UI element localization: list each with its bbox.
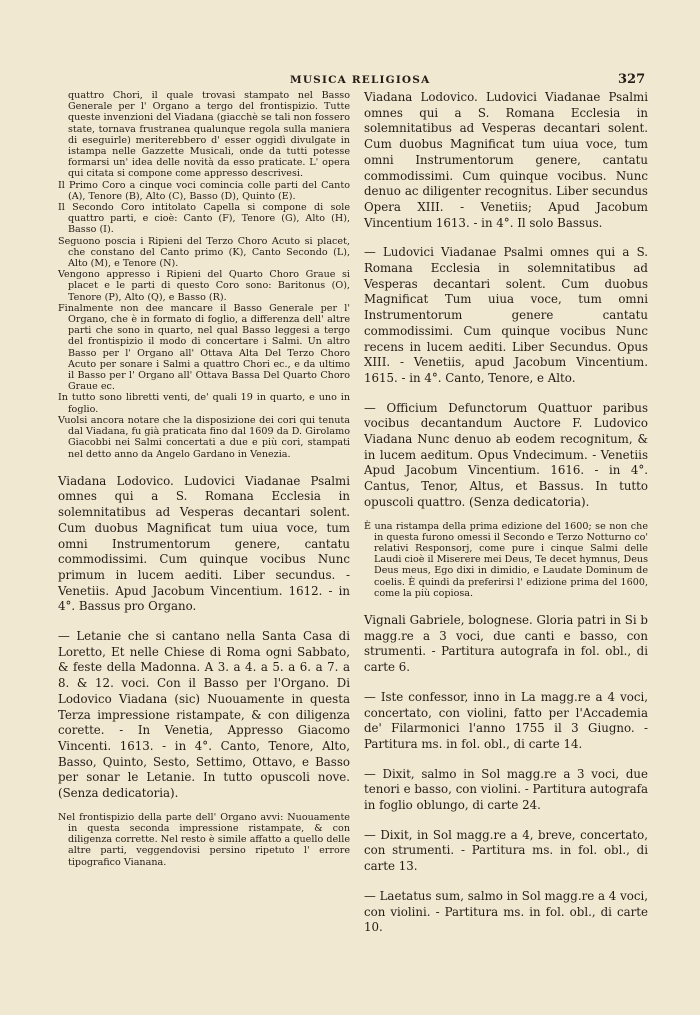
note-paragraph: Finalmente non dee mancare il Basso Generale per l' Organo, che è in formato di foglio, a differenza dell' altre parti che sono in quarto, nel qual Basso leggesi a tergo del frontispizio il modo di concertare i Salmi. Un altro Basso per l' Organo all' Ottava Alta Del Terzo Choro Acuto per sonare i Salmi a quattro Chori ec., e da ultimo il Basso per l' Organo all' Ottava Bassa Del Quarto Choro Graue ec.	[58, 302, 350, 393]
catalog-entry: Viadana Lodovico. Ludovici Viadanae Psalmi omnes qui a S. Romana Ecclesia in solemnitatibus ad Vesperas decantari solent. Cum duobus Magnificat tum uiua voce, tum omni Instrumentorum genere, cantatu commodissimi. Cum quinque vocibus Nunc primum in lucem aediti. Liber secundus. - Venetiis. Apud Jacobum Vincentium. 1612. - in 4°. Bassus pro Organo.	[58, 473, 350, 614]
page-number: 327	[618, 72, 646, 87]
note-paragraph: È una ristampa della prima edizione del 1600; se non che in questa furono omessi il Secondo e Terzo Notturno co' relativi Responsorj, come pure i cinque Salmi delle Laudi cioè il Miserere mei Deus, Te decet hymnus, Deus Deus meus, Ego dixi in dimidio, e Laudate Dominum de coelis. È quindi da preferirsi l' edizione prima del 1600, come la più copiosa.	[364, 520, 648, 599]
note-paragraph: Seguono poscia i Ripieni del Terzo Choro Acuto si placet, che constano del Canto primo (K), Canto Secondo (L), Alto (M), e Tenore (N).	[58, 235, 350, 270]
catalog-entry: — Dixit, in Sol magg.re a 4, breve, concertato, con strumenti. - Partitura ms. in fol. obl., di carte 13.	[364, 827, 648, 874]
left-column	[58, 90, 350, 868]
right-column	[364, 90, 648, 936]
note-paragraph: In tutto sono libretti venti, de' quali 19 in quarto, e uno in foglio.	[58, 392, 350, 415]
catalog-entry: — Letanie che si cantano nella Santa Casa di Loretto, Et nelle Chiese di Roma ogni Sabbato, & feste della Madonna. A 3. a 4. a 5. a 6. a 7. a 8. & 12. voci. Con il Basso per l'Organo. Di Lodovico Viadana (sic) Nuouamente in questa Terza impressione ristampate, & con diligenza corette. - In Venetia, Appresso Giacomo Vincenti. 1613. - in 4°. Canto, Tenore, Alto, Basso, Quinto, Sesto, Settimo, Ottavo, e Basso per sonar le Letanie. In tutto opuscoli nove. (Senza dedicatoria).	[58, 629, 350, 801]
catalog-entry: Viadana Lodovico. Ludovici Viadanae Psalmi omnes qui a S. Romana Ecclesia in solemnitatibus ad Vesperas decantari solent. Cum duobus Magnificat tum uiua voce, tum omni Instrumentorum genere, cantatu commodissimi. Cum quinque vocibus. Nunc denuo ac diligenter recognitus. Liber secundus Opera XIII. - Venetiis; Apud Jacobum Vincentium 1613. - in 4°. Il solo Bassus.	[364, 90, 648, 230]
catalog-entry: — Officium Defunctorum Quattuor paribus vocibus decantandum Auctore F. Ludovico Viadana Nunc denuo ab eodem recognitum, & in lucem aeditum. Opus Vndecimum. - Venetiis Apud Jacobum Vincentium. 1616. - in 4°. Cantus, Tenor, Altus, et Bassus. In tutto opuscoli quattro. (Senza dedicatoria).	[364, 400, 648, 509]
note-paragraph: Nel frontispizio della parte dell' Organo avvi: Nuouamente in questa seconda impressione ristampate, & con diligenza corrette. Nel resto è simile affatto a quello delle altre parti, veggendovisi persino ripetuto l' errore tipografico Vianana.	[58, 811, 350, 868]
catalog-entry: — Ludovici Viadanae Psalmi omnes qui a S. Romana Ecclesia in solemnitatibus ad Vesperas decantari solent. Cum duobus Magnificat Tum uiua voce, tum omni Instrumentorum genere cantatu commodissimi. Cum quinque vocibus Nunc recens in lucem aediti. Liber Secundus. Opus XIII. - Venetiis, apud Jacobum Vincentium. 1615. - in 4°. Canto, Tenore, e Alto.	[364, 245, 648, 385]
note-paragraph: Il Primo Coro a cinque voci comincia colle parti del Canto (A), Tenore (B), Alto (C), Basso (D), Quinto (E).	[58, 179, 350, 202]
running-header: MUSICA RELIGIOSA	[290, 74, 431, 86]
catalog-entry: — Laetatus sum, salmo in Sol magg.re a 4 voci, con violini. - Partitura ms. in fol. obl., di carte 10.	[364, 888, 648, 935]
note-paragraph: quattro Chori, il quale trovasi stampato nel Basso Generale per l' Organo a tergo del frontispizio. Tutte queste invenzioni del Viadana (giacchè se tali non fossero state, tornava frustranea qualunque regola sulla maniera di eseguirle) meriterebbero d' esser oggidì divulgate in istampa nelle Gazzette Musicali, onde da tutti potesse formarsi un' idea delle novità da esso praticate. L' opera qui citata si compone come appresso descrivesi.	[68, 90, 350, 180]
catalog-entry: Vignali Gabriele, bolognese. Gloria patri in Si b magg.re a 3 voci, due canti e basso, con strumenti. - Partitura autografa in fol. obl., di carte 6.	[364, 613, 648, 675]
note-paragraph: Vengono appresso i Ripieni del Quarto Choro Graue si placet e le parti di questo Coro sono: Baritonus (O), Tenore (P), Alto (Q), e Basso (R).	[58, 269, 350, 303]
note-paragraph: Il Secondo Coro intitolato Capella si compone di sole quattro parti, e cioè: Canto (F), Tenore (G), Alto (H), Basso (I).	[58, 202, 350, 236]
note-paragraph: Vuolsi ancora notare che la disposizione dei cori qui tenuta dal Viadana, fu già praticata fino dal 1609 da D. Girolamo Giacobbi nei Salmi concertati a due e più cori, stampati nel detto anno da Angelo Gardano in Venezia.	[58, 414, 350, 460]
catalog-entry: — Dixit, salmo in Sol magg.re a 3 voci, due tenori e basso, con violini. - Partitura autografa in foglio oblungo, di carte 24.	[364, 766, 648, 813]
catalog-entry: — Iste confessor, inno in La magg.re a 4 voci, concertato, con violini, fatto per l'Accademia de' Filarmonici l'anno 1755 il 3 Giugno. - Partitura ms. in fol. obl., di carte 14.	[364, 689, 648, 751]
